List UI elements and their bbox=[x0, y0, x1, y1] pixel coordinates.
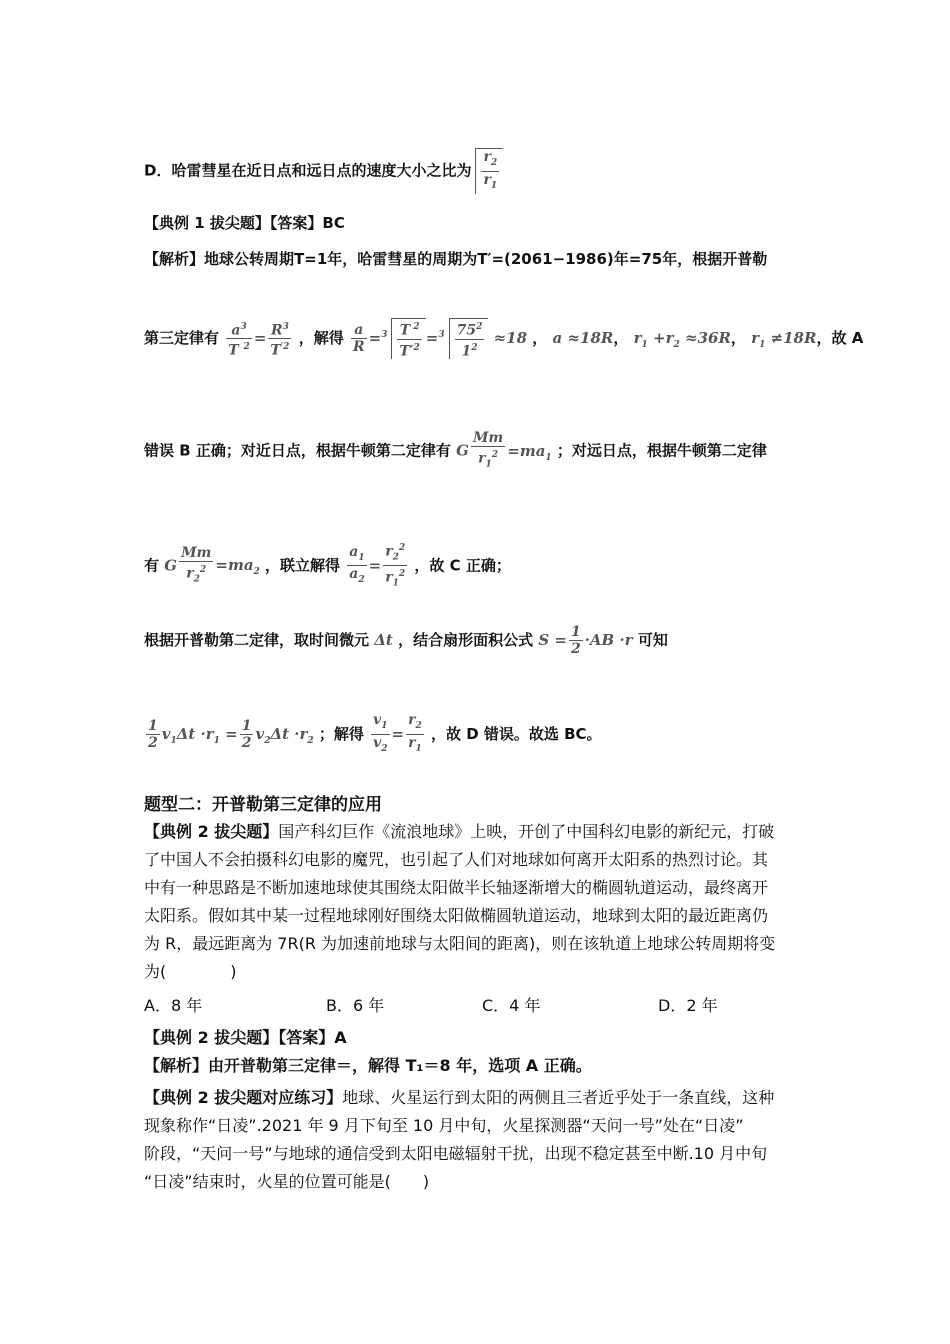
ex2-analysis bbox=[144, 1052, 592, 1080]
ex1-analysis-line6: $\frac{1}{2}$ $v_1\Delta t \cdot r_1$ = $\frac{1}{2}$ $v_2\Delta t \cdot r_2$ ；解得 $\frac{v_1}{v_2}$ = $\frac{r_2}{r_1}$ ，故 D 错误。故选 BC。 bbox=[144, 712, 602, 757]
math-sqrt-r2-r1: $\frac{r_2}{r_1}$ bbox=[475, 148, 503, 194]
ex2-question-line2: 了中国人不会拍摄科幻电影的魔咒，也引起了人们对地球如何离开太阳系的热烈讨论。其 bbox=[144, 850, 769, 869]
math-G: G bbox=[164, 556, 178, 575]
ex1-answer: 【典例 1 拔尖题】【答案】BC bbox=[144, 214, 345, 232]
analysis-tag: 【解析】 bbox=[144, 250, 205, 268]
text-segment: 根据开普勒第二定律，取时间微元 bbox=[144, 631, 370, 649]
math-half: $\frac{1}{2}$ bbox=[241, 717, 252, 751]
analysis-tag: 【解析】 bbox=[144, 1056, 209, 1075]
math-half: $\frac{1}{2}$ bbox=[148, 717, 158, 751]
math-Mm-r1sq: $\frac{Mm}{r_1^2}$ bbox=[472, 430, 504, 470]
ex2-practice-line4: “日凌”结束时，火星的位置可能是( ) bbox=[144, 1172, 430, 1191]
ex2-analysis-text: 由开普勒第三定律＝，解得 T₁＝8 年，选项 A 正确。 bbox=[208, 1056, 592, 1075]
math-v1-v2: $\frac{v_1}{v_2}$ bbox=[373, 712, 388, 754]
ex2-practice-line3: 阶段，“天问一号”与地球的通信受到太阳电磁辐射干扰，出现不稳定甚至中断.10 月中旬 bbox=[144, 1144, 768, 1163]
ex1-analysis-line2: 第三定律有 $\frac{a^3}{T ^2}$ = $\frac{R^3}{T^{'2}}$ ，解得 $\frac{a}{R}$ =$^3$ $\frac{T ^2}{T'^2}$ =$^3$ $\frac{75^2}{1^2}$ ≈18 ， a ≈18R， $r_1 +r_2 \approx 36R$， $r_1 \ne 18R$，故 A bbox=[144, 318, 863, 359]
text-segment: 有 bbox=[144, 556, 160, 575]
math-cuberoot-2: $\frac{75^2}{1^2}$ bbox=[449, 318, 489, 359]
text-segment: ，结合扇形面积公式 bbox=[398, 631, 534, 649]
math-cuberoot-1: $\frac{T ^2}{T'^2}$ bbox=[391, 318, 425, 359]
text-segment: ，联立解得 bbox=[265, 556, 341, 575]
ex2-question-line6: 为( ) bbox=[144, 962, 237, 981]
option-d bbox=[144, 148, 503, 194]
option-d-2: D．2 年 bbox=[658, 996, 718, 1015]
math-r2-r1: $\frac{r_2}{r_1}$ bbox=[408, 712, 422, 754]
option-b: B．6 年 bbox=[326, 996, 385, 1015]
text-segment: 第三定律有 bbox=[144, 329, 220, 348]
section-title: 题型二：开普勒第三定律的应用 bbox=[144, 795, 382, 815]
math-a3-T2: $\frac{a^3}{T ^2}$ bbox=[226, 319, 252, 359]
math-r1-ne-18R: $r_1 \ne 18R$ bbox=[751, 329, 817, 351]
ex1-analysis-line3: 错误 B 正确；对近日点，根据牛顿第二定律有 G $\frac{Mm}{r_1^2}$ $=ma_1$ ；对远日点，根据牛顿第二定律 bbox=[144, 430, 767, 472]
text-segment: ；对远日点，根据牛顿第二定律 bbox=[556, 441, 767, 460]
math-Mm-r2sq: $\frac{Mm}{r_2^2}$ bbox=[181, 544, 212, 585]
ex2-question-line5: 为 R，最远距离为 7R(R 为加速前地球与太阳间的距离)，则在该轨道上地球公转周期将变 bbox=[144, 934, 776, 953]
text-segment: ，故 D 错误。故选 BC。 bbox=[431, 724, 602, 743]
text-segment: ，解得 bbox=[298, 329, 344, 348]
ex2-tag: 【典例 2 拔尖题】 bbox=[144, 822, 279, 841]
math-G: G bbox=[456, 441, 469, 460]
text-segment: ， bbox=[532, 329, 548, 348]
ex1-analysis-line5 bbox=[144, 624, 668, 657]
math-a-18R: a ≈18R bbox=[552, 329, 614, 348]
ex2-options bbox=[144, 992, 818, 1020]
option-c: C．4 年 bbox=[482, 996, 541, 1015]
math-half: $\frac{1}{2}$ bbox=[570, 624, 581, 657]
ex2-practice-text: 地球、火星运行到太阳的两侧且三者近乎处于一条直线，这种 bbox=[342, 1088, 775, 1107]
text-segment: ，故 C 正确； bbox=[414, 556, 511, 575]
ex2-practice-line1 bbox=[144, 1084, 774, 1112]
ex2-question-line3: 中有一种思路是不断加速地球使其围绕太阳做半长轴逐渐增大的椭圆轨道运动，最终离开 bbox=[144, 878, 769, 897]
option-a: A．8 年 bbox=[144, 996, 203, 1015]
ex2-practice-tag: 【典例 2 拔尖题对应练习】 bbox=[144, 1088, 343, 1107]
ex1-analysis-line4: 有 G $\frac{Mm}{r_2^2}$ $=ma_2$ ，联立解得 $\frac{a_1}{a_2}$ = $\frac{r_2^2}{r_1^2}$ ，故 C 正确； bbox=[144, 540, 511, 592]
math-a1-a2: $\frac{a_1}{a_2}$ bbox=[349, 543, 365, 586]
ex2-question-line1 bbox=[144, 818, 774, 846]
option-d-text: D．哈雷彗星在近日点和远日点的速度大小之比为 bbox=[144, 161, 472, 180]
math-arc-AB-r: ·AB ·r bbox=[584, 631, 633, 649]
text-segment: ；解得 bbox=[318, 724, 364, 743]
math-dt: Δt bbox=[374, 631, 393, 649]
ex2-answer: 【典例 2 拔尖题】【答案】A bbox=[144, 1028, 347, 1047]
ex2-q-text: 国产科幻巨作《流浪地球》上映，开创了中国科幻电影的新纪元，打破 bbox=[278, 822, 775, 841]
math-r1-r2-36R: $r_1 +r_2 \approx 36R$ bbox=[633, 329, 731, 351]
text-segment: 错误 B 正确；对近日点，根据牛顿第二定律有 bbox=[144, 441, 451, 460]
ex2-question-line4: 太阳系。假如其中某一过程地球刚好围绕太阳做椭圆轨道运动，地球到太阳的最近距离仍 bbox=[144, 906, 769, 925]
ex1-analysis-text: 地球公转周期T=1年，哈雷彗星的周期为T′=(2061−1986)年=75年，根据开普勒 bbox=[204, 250, 768, 268]
math-r2sq-r1sq: $\frac{r_2^2}{r_1^2}$ bbox=[383, 540, 407, 592]
math-R3-T2: $\frac{R^3}{T^{'2}}$ bbox=[268, 319, 291, 359]
ex2-practice-line2: 现象称作“日凌”.2021 年 9 月下旬至 10 月中旬，火星探测器“天问一号”处在“日凌” bbox=[144, 1116, 744, 1135]
ex1-analysis-line1 bbox=[144, 248, 767, 269]
math-a-R: $\frac{a}{R}$ bbox=[352, 322, 365, 356]
text-segment: ，故 A bbox=[816, 329, 864, 348]
math-S: S = bbox=[538, 631, 567, 649]
text-segment: 可知 bbox=[637, 631, 668, 649]
